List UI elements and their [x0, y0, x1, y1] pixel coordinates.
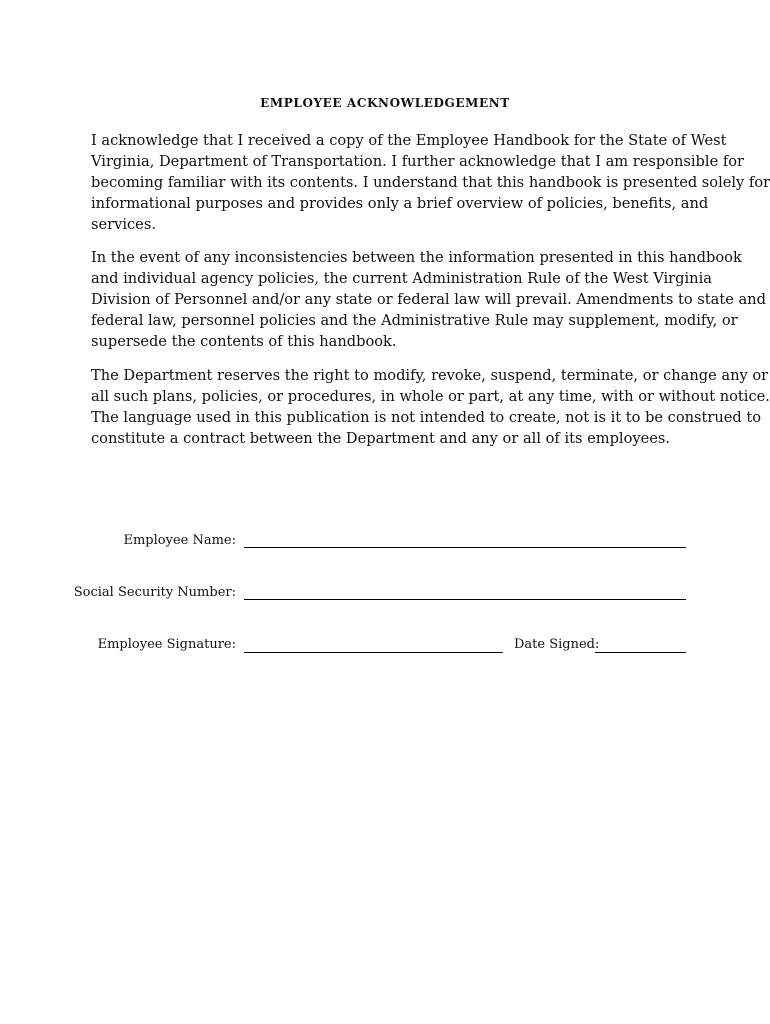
paragraph-line: The Department reserves the right to modify, revoke, suspend, terminate, or change any or [91, 367, 769, 384]
date-signed-label: Date Signed: [514, 637, 600, 652]
paragraph-line: The language used in this publication is not intended to create, not is it to be construed to [91, 409, 762, 426]
ssn-field[interactable] [244, 599, 686, 600]
paragraph-line: Virginia, Department of Transportation. I further acknowledge that I am responsible for [91, 153, 745, 170]
paragraph-line: and individual agency policies, the current Administration Rule of the West Virginia [91, 270, 712, 287]
ssn-label: Social Security Number: [73, 585, 236, 600]
employee-signature-field[interactable] [244, 652, 503, 653]
employee-signature-label: Employee Signature: [97, 637, 236, 652]
paragraph-line: Division of Personnel and/or any state or federal law will prevail. Amendments to state and [91, 291, 766, 308]
paragraph-line: becoming familiar with its contents. I understand that this handbook is presented solely for [91, 174, 770, 191]
paragraph-line: constitute a contract between the Department and any or all of its employees. [91, 430, 671, 447]
rights-paragraph [91, 365, 770, 449]
inconsistencies-paragraph [91, 247, 766, 352]
employee-name-label: Employee Name: [123, 533, 236, 548]
paragraph-line: supersede the contents of this handbook. [91, 333, 397, 350]
employee-name-field[interactable] [244, 547, 686, 548]
paragraph-line: all such plans, policies, or procedures, in whole or part, at any time, with or without notice. [91, 388, 770, 405]
paragraph-line: informational purposes and provides only a brief overview of policies, benefits, and [91, 195, 709, 212]
page-title: EMPLOYEE ACKNOWLEDGEMENT [260, 96, 510, 110]
paragraph-line: I acknowledge that I received a copy of the Employee Handbook for the State of West [91, 132, 727, 149]
acknowledgement-paragraph [91, 130, 770, 235]
date-signed-field[interactable] [595, 652, 686, 653]
paragraph-line: services. [91, 216, 156, 233]
paragraph-line: federal law, personnel policies and the Administrative Rule may supplement, modify, or [91, 312, 738, 329]
paragraph-line: In the event of any inconsistencies between the information presented in this handbook [91, 249, 742, 266]
